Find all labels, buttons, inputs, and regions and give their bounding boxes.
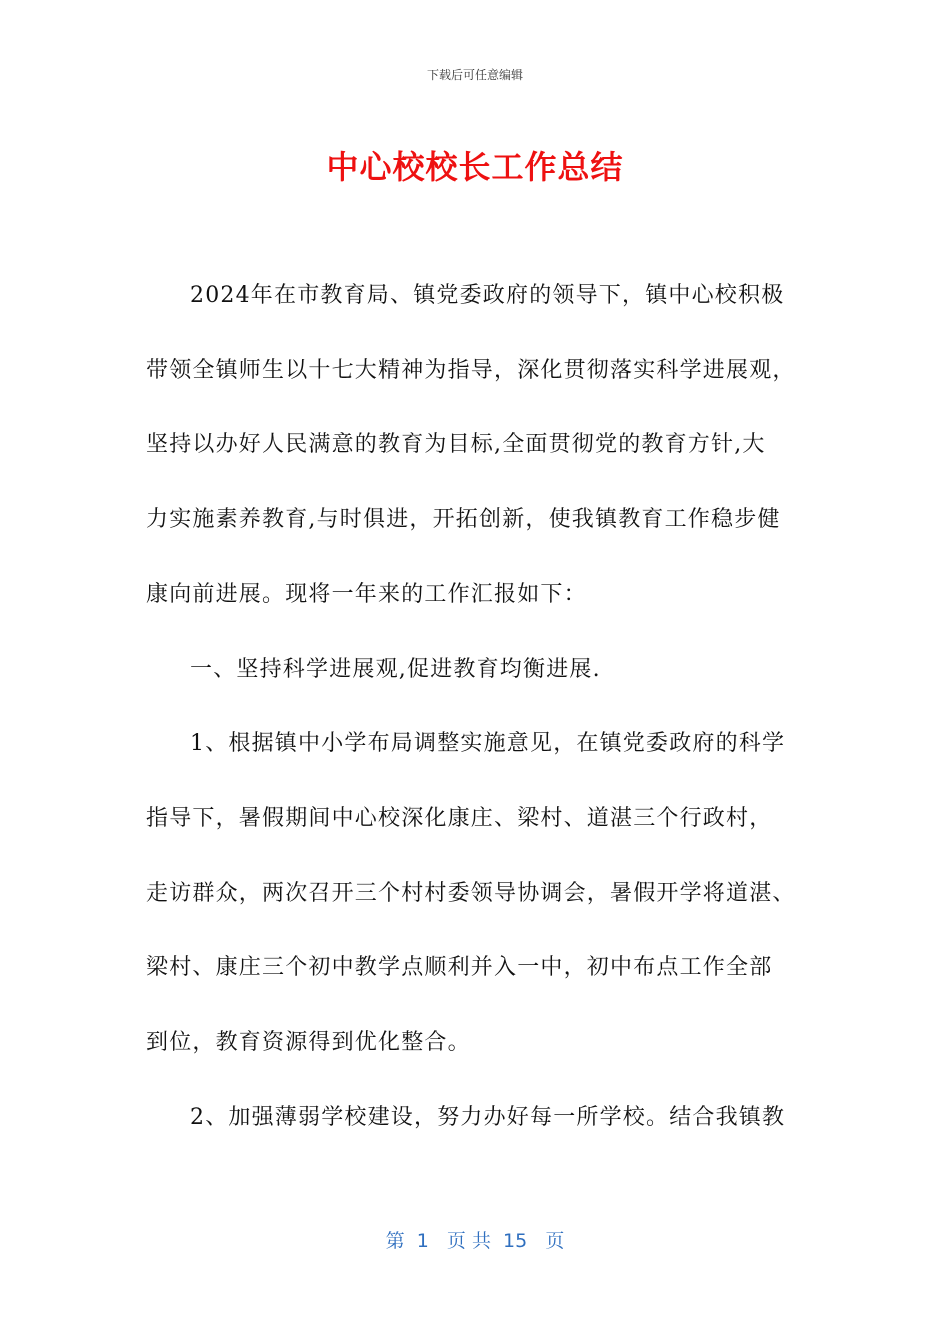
paragraph-line: 康向前进展。现将一年来的工作汇报如下： xyxy=(146,582,587,607)
paragraph-line: 2、加强薄弱学校建设，努力办好每一所学校。结合我镇教 xyxy=(190,1105,786,1130)
header-note: 下载后可任意编辑 xyxy=(426,68,523,82)
paragraph-line: 指导下，暑假期间中心校深化康庄、梁村、道湛三个行政村， xyxy=(146,806,773,831)
paragraph-line: 到位，教育资源得到优化整合。 xyxy=(146,1030,471,1055)
page-title: 中心校校长工作总结 xyxy=(326,148,624,186)
paragraph-line: 力实施素养教育,与时俱进，开拓创新，使我镇教育工作稳步健 xyxy=(146,507,781,532)
section-heading: 一、坚持科学进展观,促进教育均衡进展. xyxy=(190,657,601,682)
paragraph-line: 走访群众，两次召开三个村村委领导协调会，暑假开学将道湛、 xyxy=(146,881,796,906)
paragraph-line: 梁村、康庄三个初中教学点顺利并入一中，初中布点工作全部 xyxy=(146,955,773,980)
paragraph-line: 坚持以办好人民满意的教育为目标,全面贯彻党的教育方针,大 xyxy=(146,432,766,457)
page-footer: 第 1 页 共 15 页 xyxy=(385,1230,565,1252)
paragraph-line: 2024年在市教育局、镇党委政府的领导下，镇中心校积极 xyxy=(190,283,785,308)
paragraph-line: 带领全镇师生以十七大精神为指导，深化贯彻落实科学进展观， xyxy=(146,358,796,383)
paragraph-line: 1、根据镇中小学布局调整实施意见，在镇党委政府的科学 xyxy=(190,731,786,756)
